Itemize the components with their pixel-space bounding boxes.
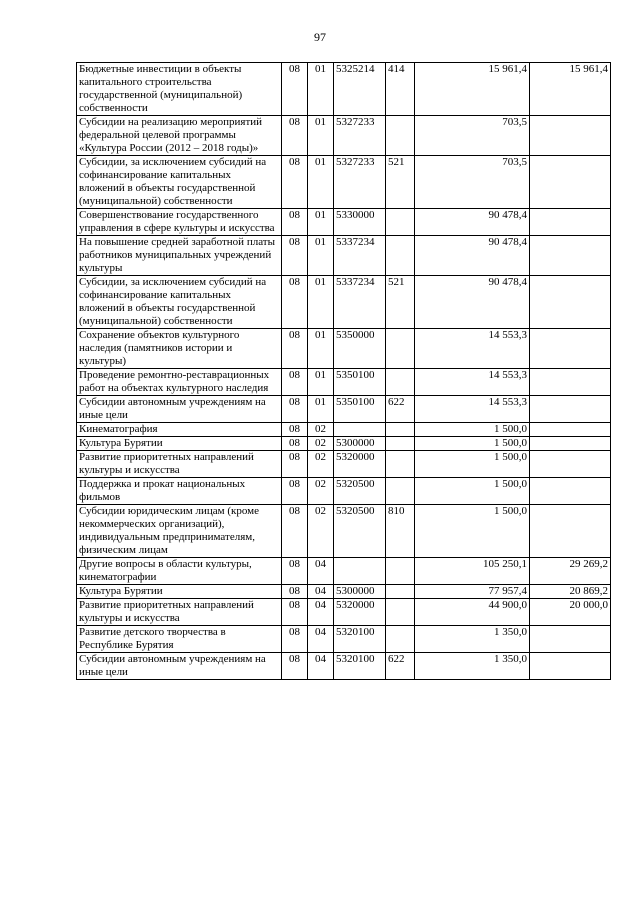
row-section: 08 [282, 63, 308, 116]
row-subsection: 04 [308, 626, 334, 653]
row-amount: 1 350,0 [415, 626, 530, 653]
row-expense-type [386, 369, 415, 396]
row-subsection: 02 [308, 478, 334, 505]
row-amount-2 [530, 396, 611, 423]
row-subsection: 04 [308, 585, 334, 599]
row-expense-type: 521 [386, 276, 415, 329]
row-subsection: 02 [308, 505, 334, 558]
row-section: 08 [282, 437, 308, 451]
row-subsection: 01 [308, 276, 334, 329]
row-name: Субсидии юридическим лицам (кроме некоммерческих организаций), индивидуальным предпринимателям, физическим лицам [77, 505, 282, 558]
row-target-article: 5300000 [334, 437, 386, 451]
row-amount: 44 900,0 [415, 599, 530, 626]
row-amount: 90 478,4 [415, 276, 530, 329]
row-subsection: 04 [308, 599, 334, 626]
row-target-article: 5350100 [334, 369, 386, 396]
row-target-article: 5327233 [334, 156, 386, 209]
row-name: Субсидии автономным учреждениям на иные цели [77, 653, 282, 680]
table-row [77, 236, 611, 276]
table-row [77, 156, 611, 209]
row-section: 08 [282, 236, 308, 276]
row-section: 08 [282, 156, 308, 209]
row-target-article: 5320000 [334, 599, 386, 626]
row-name: Культура Бурятии [77, 437, 282, 451]
row-amount-2 [530, 653, 611, 680]
row-name: Бюджетные инвестиции в объекты капитального строительства государственной (муниципальной) собственности [77, 63, 282, 116]
table-row [77, 437, 611, 451]
row-amount-2: 29 269,2 [530, 558, 611, 585]
table-row [77, 653, 611, 680]
row-name: Субсидии, за исключением субсидий на софинансирование капитальных вложений в объекты государственной (муниципальной) собственности [77, 276, 282, 329]
row-amount: 1 500,0 [415, 451, 530, 478]
row-expense-type [386, 585, 415, 599]
row-amount-2 [530, 451, 611, 478]
row-amount-2 [530, 209, 611, 236]
row-expense-type [386, 451, 415, 478]
row-expense-type [386, 437, 415, 451]
row-expense-type [386, 423, 415, 437]
row-subsection: 04 [308, 558, 334, 585]
row-target-article: 5337234 [334, 236, 386, 276]
table-row [77, 451, 611, 478]
row-subsection: 04 [308, 653, 334, 680]
row-expense-type: 414 [386, 63, 415, 116]
row-section: 08 [282, 451, 308, 478]
row-subsection: 02 [308, 423, 334, 437]
table-row [77, 558, 611, 585]
row-section: 08 [282, 558, 308, 585]
row-amount-2 [530, 329, 611, 369]
row-amount-2: 15 961,4 [530, 63, 611, 116]
table-row [77, 423, 611, 437]
page-number: 97 [314, 30, 326, 44]
row-section: 08 [282, 585, 308, 599]
row-amount-2 [530, 505, 611, 558]
table-row [77, 396, 611, 423]
table-row [77, 505, 611, 558]
row-amount: 77 957,4 [415, 585, 530, 599]
row-section: 08 [282, 276, 308, 329]
row-amount: 1 500,0 [415, 423, 530, 437]
row-expense-type [386, 558, 415, 585]
row-name: Сохранение объектов культурного наследия (памятников истории и культуры) [77, 329, 282, 369]
row-target-article: 5325214 [334, 63, 386, 116]
row-amount: 14 553,3 [415, 329, 530, 369]
table-row [77, 63, 611, 116]
row-amount-2 [530, 156, 611, 209]
row-subsection: 01 [308, 63, 334, 116]
row-expense-type [386, 116, 415, 156]
row-name: Совершенствование государственного управления в сфере культуры и искусства [77, 209, 282, 236]
row-target-article: 5330000 [334, 209, 386, 236]
row-amount-2 [530, 236, 611, 276]
row-section: 08 [282, 329, 308, 369]
row-amount: 105 250,1 [415, 558, 530, 585]
row-amount-2 [530, 369, 611, 396]
row-amount: 14 553,3 [415, 369, 530, 396]
row-target-article: 5320100 [334, 653, 386, 680]
row-subsection: 02 [308, 437, 334, 451]
row-amount-2 [530, 478, 611, 505]
table-row [77, 329, 611, 369]
row-amount-2 [530, 423, 611, 437]
row-name: Развитие детского творчества в Республике Бурятия [77, 626, 282, 653]
row-amount-2 [530, 437, 611, 451]
row-name: Проведение ремонтно-реставрационных работ на объектах культурного наследия [77, 369, 282, 396]
row-subsection: 01 [308, 209, 334, 236]
row-amount: 90 478,4 [415, 209, 530, 236]
row-name: На повышение средней заработной платы работников муниципальных учреждений культуры [77, 236, 282, 276]
row-section: 08 [282, 116, 308, 156]
row-target-article: 5350100 [334, 396, 386, 423]
row-target-article: 5320500 [334, 478, 386, 505]
row-expense-type: 521 [386, 156, 415, 209]
row-target-article: 5300000 [334, 585, 386, 599]
row-section: 08 [282, 653, 308, 680]
row-amount: 1 350,0 [415, 653, 530, 680]
row-name: Субсидии на реализацию мероприятий федеральной целевой программы «Культура России (2012 – 2018 годы)» [77, 116, 282, 156]
row-amount-2 [530, 116, 611, 156]
row-name: Поддержка и прокат национальных фильмов [77, 478, 282, 505]
table-row [77, 585, 611, 599]
table-row [77, 276, 611, 329]
row-amount: 90 478,4 [415, 236, 530, 276]
row-expense-type [386, 599, 415, 626]
row-target-article: 5320000 [334, 451, 386, 478]
row-target-article: 5327233 [334, 116, 386, 156]
row-amount-2 [530, 276, 611, 329]
row-amount: 1 500,0 [415, 505, 530, 558]
row-name: Развитие приоритетных направлений культуры и искусства [77, 599, 282, 626]
row-section: 08 [282, 396, 308, 423]
row-section: 08 [282, 626, 308, 653]
row-target-article: 5350000 [334, 329, 386, 369]
row-expense-type [386, 236, 415, 276]
row-expense-type [386, 478, 415, 505]
table-row [77, 209, 611, 236]
row-expense-type [386, 209, 415, 236]
table-row [77, 116, 611, 156]
row-name: Культура Бурятии [77, 585, 282, 599]
row-target-article [334, 558, 386, 585]
row-section: 08 [282, 599, 308, 626]
row-section: 08 [282, 478, 308, 505]
row-amount: 703,5 [415, 116, 530, 156]
row-section: 08 [282, 505, 308, 558]
row-subsection: 01 [308, 156, 334, 209]
row-subsection: 01 [308, 116, 334, 156]
row-expense-type: 810 [386, 505, 415, 558]
row-target-article: 5337234 [334, 276, 386, 329]
row-name: Субсидии автономным учреждениям на иные цели [77, 396, 282, 423]
row-name: Субсидии, за исключением субсидий на софинансирование капитальных вложений в объекты государственной (муниципальной) собственности [77, 156, 282, 209]
row-section: 08 [282, 209, 308, 236]
row-name: Другие вопросы в области культуры, кинематографии [77, 558, 282, 585]
table-row [77, 369, 611, 396]
row-amount: 14 553,3 [415, 396, 530, 423]
row-amount: 1 500,0 [415, 478, 530, 505]
row-subsection: 01 [308, 396, 334, 423]
row-expense-type: 622 [386, 653, 415, 680]
budget-table [76, 62, 611, 680]
row-amount: 703,5 [415, 156, 530, 209]
table-row [77, 626, 611, 653]
row-target-article: 5320500 [334, 505, 386, 558]
row-target-article [334, 423, 386, 437]
row-amount: 1 500,0 [415, 437, 530, 451]
row-subsection: 01 [308, 329, 334, 369]
row-amount-2: 20 000,0 [530, 599, 611, 626]
table-row [77, 599, 611, 626]
row-expense-type: 622 [386, 396, 415, 423]
row-amount-2 [530, 626, 611, 653]
row-expense-type [386, 626, 415, 653]
row-subsection: 02 [308, 451, 334, 478]
row-name: Кинематография [77, 423, 282, 437]
table-row [77, 478, 611, 505]
row-amount-2: 20 869,2 [530, 585, 611, 599]
row-target-article: 5320100 [334, 626, 386, 653]
row-expense-type [386, 329, 415, 369]
row-amount: 15 961,4 [415, 63, 530, 116]
row-name: Развитие приоритетных направлений культуры и искусства [77, 451, 282, 478]
row-section: 08 [282, 423, 308, 437]
row-subsection: 01 [308, 236, 334, 276]
row-section: 08 [282, 369, 308, 396]
row-subsection: 01 [308, 369, 334, 396]
budget-table-body [77, 63, 611, 680]
